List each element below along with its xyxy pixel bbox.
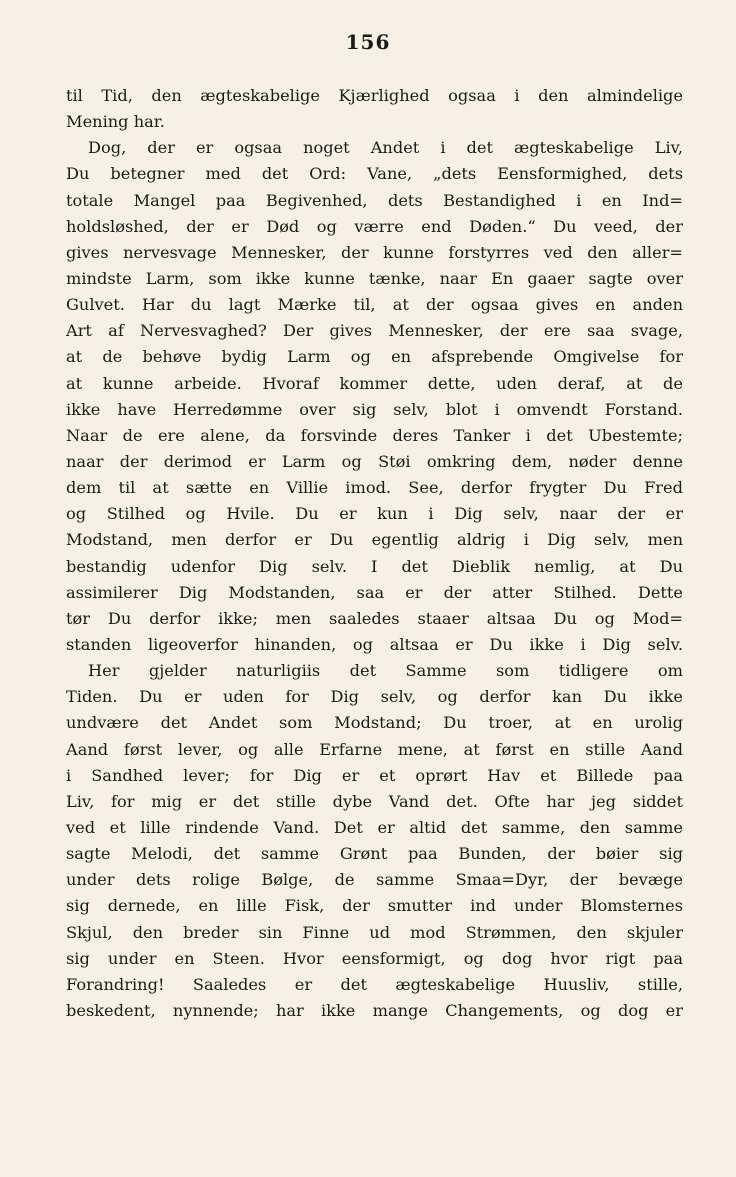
text-line: bestandig udenfor Dig selv. I det Dieblik nemlig, at Du: [66, 556, 683, 576]
text-line: undvære det Andet som Modstand; Du troer, at en urolig: [66, 713, 683, 733]
text-line: ved et lille rindende Vand. Det er altid det samme, den samme: [66, 817, 683, 837]
text-line: Naar de ere alene, da forsvinde deres Tanker i det Ubestemte;: [66, 425, 683, 445]
text-line: ikke have Herredømme over sig selv, blot i omvendt Forstand.: [66, 399, 683, 419]
text-line: og Stilhed og Hvile. Du er kun i Dig selv, naar der er: [66, 504, 683, 524]
text-line: Art af Nervesvaghed? Der gives Mennesker, der ere saa svage,: [66, 321, 683, 341]
text-line: sig dernede, en lille Fisk, der smutter ind under Blomsternes: [66, 896, 683, 916]
text-line: under dets rolige Bølge, de samme Smaa=Dyr, der bevæge: [66, 870, 683, 890]
text-line: sagte Melodi, det samme Grønt paa Bunden, der bøier sig: [66, 844, 683, 864]
text-line: Du betegner med det Ord: Vane, „dets Eensformighed, dets: [66, 164, 683, 184]
text-line: dem til at sætte en Villie imod. See, derfor frygter Du Fred: [66, 478, 683, 498]
text-line: Dog, der er ogsaa noget Andet i det ægteskabelige Liv,: [88, 138, 683, 158]
text-line: beskedent, nynnende; har ikke mange Changements, og dog er: [66, 1000, 683, 1020]
page-number: 156: [345, 30, 391, 54]
text-line: naar der derimod er Larm og Støi omkring dem, nøder denne: [66, 451, 683, 471]
text-line: Her gjelder naturligiis det Samme som tidligere om: [88, 661, 683, 681]
text-line: totale Mangel paa Begivenhed, dets Bestandighed i en Ind=: [66, 190, 683, 210]
text-line: holdsløshed, der er Død og værre end Døden.“ Du veed, der: [66, 216, 683, 236]
text-line: at de behøve bydig Larm og en afsprebende Omgivelse for: [66, 347, 683, 367]
text-line: Aand først lever, og alle Erfarne mene, at først en stille Aand: [66, 739, 683, 759]
text-line: til Tid, den ægteskabelige Kjærlighed ogsaa i den almindelige: [66, 86, 683, 105]
text-line: Liv, for mig er det stille dybe Vand det. Ofte har jeg siddet: [66, 791, 683, 811]
text-line: Mening har.: [66, 112, 165, 132]
text-line: standen ligeoverfor hinanden, og altsaa er Du ikke i Dig selv.: [66, 634, 683, 654]
text-line: assimilerer Dig Modstanden, saa er der atter Stilhed. Dette: [66, 582, 683, 602]
text-line: Modstand, men derfor er Du egentlig aldrig i Dig selv, men: [66, 530, 683, 550]
body-text: [66, 83, 683, 1024]
text-line: sig under en Steen. Hvor eensformigt, og dog hvor rigt paa: [66, 948, 683, 968]
text-line: tør Du derfor ikke; men saaledes staaer altsaa Du og Mod=: [66, 608, 683, 628]
text-line: gives nervesvage Mennesker, der kunne forstyrres ved den aller=: [66, 242, 683, 262]
text-line: at kunne arbeide. Hvoraf kommer dette, uden deraf, at de: [66, 373, 683, 393]
text-line: mindste Larm, som ikke kunne tænke, naar En gaaer sagte over: [66, 268, 683, 288]
text-line: Gulvet. Har du lagt Mærke til, at der ogsaa gives en anden: [66, 295, 683, 315]
text-line: Tiden. Du er uden for Dig selv, og derfor kan Du ikke: [66, 687, 683, 707]
text-line: Skjul, den breder sin Finne ud mod Strømmen, den skjuler: [66, 922, 683, 942]
text-line: Forandring! Saaledes er det ægteskabelige Huusliv, stille,: [66, 974, 683, 994]
text-line: i Sandhed lever; for Dig er et oprørt Hav et Billede paa: [66, 765, 683, 785]
